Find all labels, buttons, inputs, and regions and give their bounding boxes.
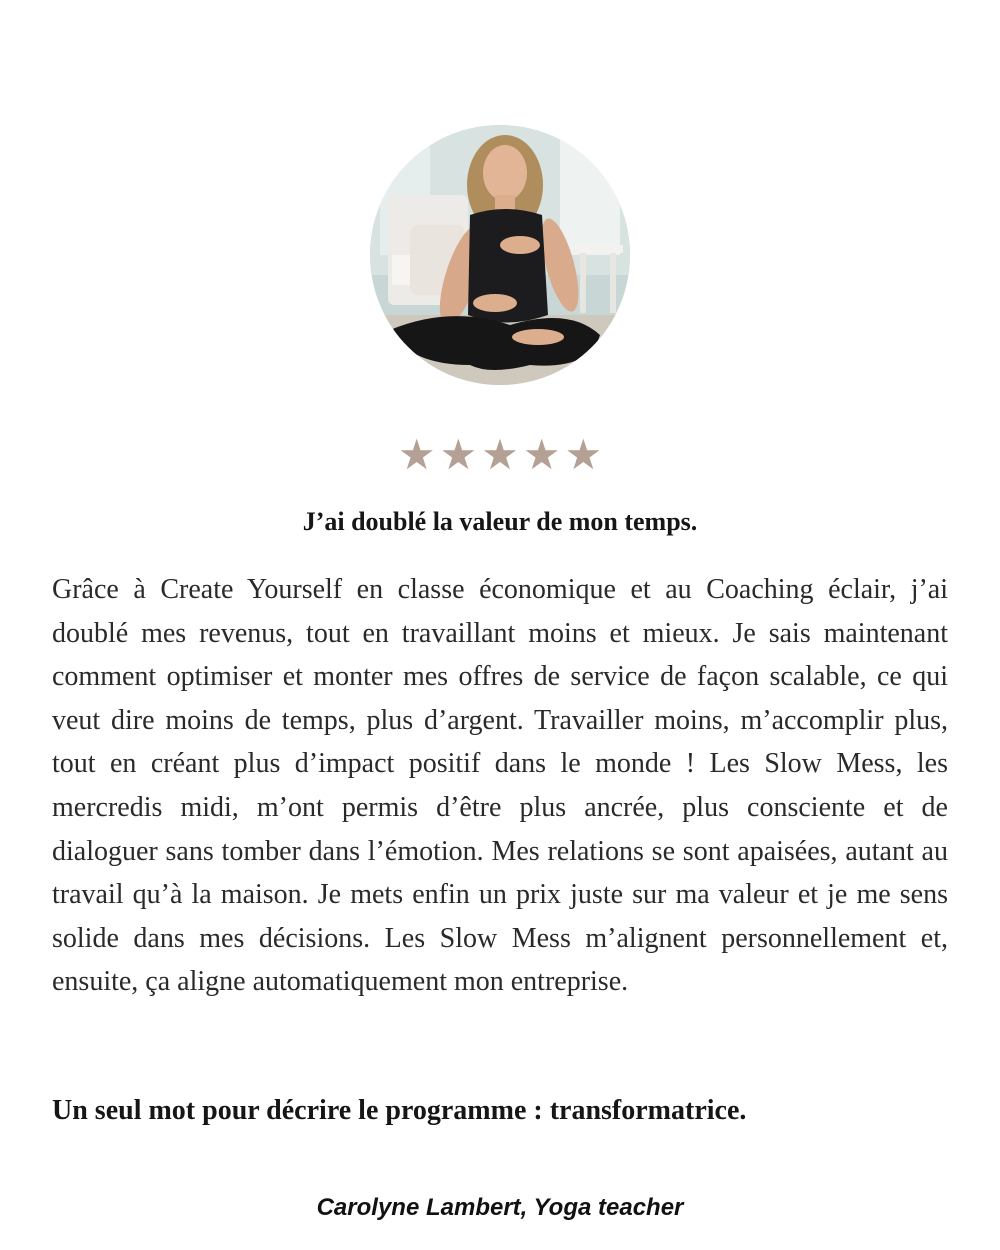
author-attribution: Carolyne Lambert, Yoga teacher <box>316 1194 684 1221</box>
avatar <box>370 125 630 385</box>
testimonial-conclusion: Un seul mot pour décrire le programme : transformatrice. <box>52 1095 747 1126</box>
testimonial-headline: J’ai doublé la valeur de mon temps. <box>302 507 698 536</box>
star-icon: ★ <box>522 430 561 479</box>
star-icon: ★ <box>397 430 436 479</box>
rating-stars <box>0 430 1000 480</box>
star-icon: ★ <box>481 430 519 479</box>
testimonial-body: Grâce à Create Yourself en classe économique et au Coaching éclair, j’ai doublé mes revenus, tout en travaillant moins et mieux. Je sais maintenant comment optimiser et monter mes offres de service de façon scalable, ce qui veut dire moins de temps, plus d’argent. Travailler moins, m’accomplir plus, tout en créant plus d’impact positif dans le monde ! Les Slow Mess, les mercredis midi, m’ont permis d’être plus ancrée, plus consciente et de dialoguer sans tomber dans l’émotion. Mes relations se sont apaisées, autant au travail qu’à la maison. Je mets enfin un prix juste sur ma valeur et je me sens solide dans mes décisions. Les Slow Mess m’alignent personnellement et, ensuite, ça aligne automatiquement mon entreprise. <box>52 574 948 998</box>
star-icon: ★ <box>564 430 603 479</box>
star-icon: ★ <box>439 430 478 479</box>
